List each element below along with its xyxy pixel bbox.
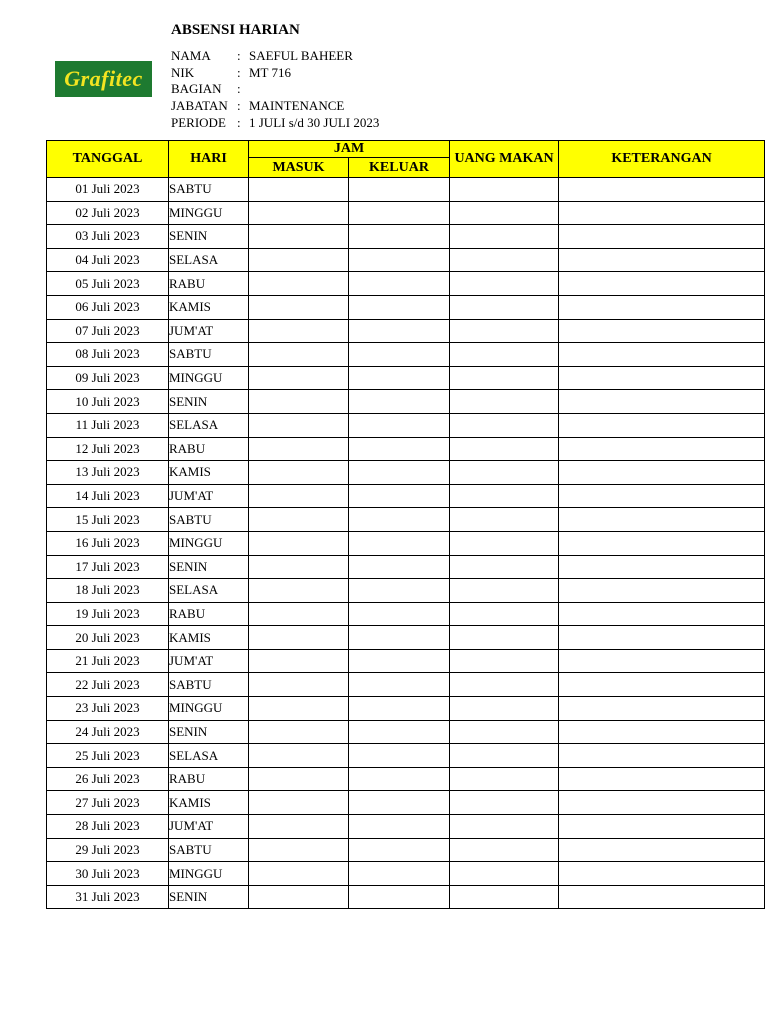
keluar-cell[interactable] xyxy=(349,815,450,839)
table-row xyxy=(47,885,765,909)
keluar-cell[interactable] xyxy=(349,767,450,791)
keluar-cell[interactable] xyxy=(349,720,450,744)
masuk-cell[interactable] xyxy=(249,649,349,673)
keluar-cell[interactable] xyxy=(349,248,450,272)
uang-makan-cell[interactable] xyxy=(450,390,559,414)
info-value: 1 JULI s/d 30 JULI 2023 xyxy=(249,114,380,130)
keluar-cell[interactable] xyxy=(349,343,450,367)
keterangan-cell[interactable] xyxy=(559,248,765,272)
date-cell: 03 Juli 2023 xyxy=(47,225,169,249)
uang-makan-cell[interactable] xyxy=(450,767,559,791)
keluar-cell[interactable] xyxy=(349,319,450,343)
uang-makan-cell[interactable] xyxy=(450,437,559,461)
info-row-nik xyxy=(171,65,379,82)
table-row xyxy=(47,626,765,650)
keluar-cell[interactable] xyxy=(349,649,450,673)
masuk-cell[interactable] xyxy=(249,626,349,650)
uang-makan-cell[interactable] xyxy=(450,413,559,437)
info-row-nama xyxy=(171,48,379,65)
keluar-cell[interactable] xyxy=(349,885,450,909)
info-label: JABATAN xyxy=(171,98,228,114)
keterangan-cell[interactable] xyxy=(559,225,765,249)
keluar-cell[interactable] xyxy=(349,178,450,202)
day-cell: MINGGU xyxy=(169,366,249,390)
uang-makan-cell[interactable] xyxy=(450,602,559,626)
date-cell: 22 Juli 2023 xyxy=(47,673,169,697)
date-cell: 23 Juli 2023 xyxy=(47,697,169,721)
uang-makan-cell[interactable] xyxy=(450,815,559,839)
masuk-cell[interactable] xyxy=(249,531,349,555)
info-label: BAGIAN xyxy=(171,81,222,97)
header-keluar: KELUAR xyxy=(349,158,450,178)
day-cell: SELASA xyxy=(169,248,249,272)
day-cell: KAMIS xyxy=(169,461,249,485)
day-cell: SENIN xyxy=(169,390,249,414)
info-value: MAINTENANCE xyxy=(249,98,345,114)
keterangan-cell[interactable] xyxy=(559,767,765,791)
uang-makan-cell[interactable] xyxy=(450,366,559,390)
day-cell: KAMIS xyxy=(169,791,249,815)
date-cell: 30 Juli 2023 xyxy=(47,862,169,886)
date-cell: 16 Juli 2023 xyxy=(47,531,169,555)
keluar-cell[interactable] xyxy=(349,225,450,249)
info-value: MT 716 xyxy=(249,64,292,80)
uang-makan-cell[interactable] xyxy=(450,744,559,768)
date-cell: 08 Juli 2023 xyxy=(47,343,169,367)
date-cell: 02 Juli 2023 xyxy=(47,201,169,225)
uang-makan-cell[interactable] xyxy=(450,248,559,272)
table-row xyxy=(47,272,765,296)
keterangan-cell[interactable] xyxy=(559,791,765,815)
keluar-cell[interactable] xyxy=(349,744,450,768)
info-label: PERIODE xyxy=(171,114,226,130)
date-cell: 12 Juli 2023 xyxy=(47,437,169,461)
day-cell: SENIN xyxy=(169,225,249,249)
uang-makan-cell[interactable] xyxy=(450,178,559,202)
table-row xyxy=(47,343,765,367)
keterangan-cell[interactable] xyxy=(559,319,765,343)
date-cell: 05 Juli 2023 xyxy=(47,272,169,296)
keluar-cell[interactable] xyxy=(349,673,450,697)
uang-makan-cell[interactable] xyxy=(450,272,559,296)
uang-makan-cell[interactable] xyxy=(450,343,559,367)
day-cell: SENIN xyxy=(169,555,249,579)
date-cell: 13 Juli 2023 xyxy=(47,461,169,485)
keterangan-cell[interactable] xyxy=(559,272,765,296)
keluar-cell[interactable] xyxy=(349,295,450,319)
table-row xyxy=(47,602,765,626)
date-cell: 01 Juli 2023 xyxy=(47,178,169,202)
table-row xyxy=(47,319,765,343)
uang-makan-cell[interactable] xyxy=(450,862,559,886)
attendance-rows xyxy=(47,178,765,909)
date-cell: 31 Juli 2023 xyxy=(47,885,169,909)
keluar-cell[interactable] xyxy=(349,697,450,721)
date-cell: 11 Juli 2023 xyxy=(47,413,169,437)
keterangan-cell[interactable] xyxy=(559,579,765,603)
table-row xyxy=(47,791,765,815)
date-cell: 14 Juli 2023 xyxy=(47,484,169,508)
table-row xyxy=(47,862,765,886)
masuk-cell[interactable] xyxy=(249,838,349,862)
keluar-cell[interactable] xyxy=(349,272,450,296)
masuk-cell[interactable] xyxy=(249,201,349,225)
keterangan-cell[interactable] xyxy=(559,626,765,650)
day-cell: SELASA xyxy=(169,579,249,603)
table-row xyxy=(47,673,765,697)
uang-makan-cell[interactable] xyxy=(450,531,559,555)
day-cell: MINGGU xyxy=(169,862,249,886)
masuk-cell[interactable] xyxy=(249,437,349,461)
date-cell: 19 Juli 2023 xyxy=(47,602,169,626)
table-row xyxy=(47,461,765,485)
uang-makan-cell[interactable] xyxy=(450,295,559,319)
uang-makan-cell[interactable] xyxy=(450,579,559,603)
header-tanggal: TANGGAL xyxy=(47,141,169,178)
masuk-cell[interactable] xyxy=(249,673,349,697)
uang-makan-cell[interactable] xyxy=(450,673,559,697)
table-row xyxy=(47,484,765,508)
date-cell: 24 Juli 2023 xyxy=(47,720,169,744)
header-masuk: MASUK xyxy=(249,158,349,178)
attendance-table xyxy=(46,140,765,909)
masuk-cell[interactable] xyxy=(249,862,349,886)
date-cell: 20 Juli 2023 xyxy=(47,626,169,650)
keterangan-cell[interactable] xyxy=(559,885,765,909)
table-row xyxy=(47,508,765,532)
header-hari: HARI xyxy=(169,141,249,178)
employee-info xyxy=(171,48,379,131)
uang-makan-cell[interactable] xyxy=(450,626,559,650)
masuk-cell[interactable] xyxy=(249,602,349,626)
date-cell: 07 Juli 2023 xyxy=(47,319,169,343)
keterangan-cell[interactable] xyxy=(559,413,765,437)
table-row xyxy=(47,579,765,603)
day-cell: MINGGU xyxy=(169,531,249,555)
masuk-cell[interactable] xyxy=(249,343,349,367)
keterangan-cell[interactable] xyxy=(559,862,765,886)
info-row-jabatan xyxy=(171,98,379,115)
keterangan-cell[interactable] xyxy=(559,366,765,390)
keterangan-cell[interactable] xyxy=(559,178,765,202)
keluar-cell[interactable] xyxy=(349,838,450,862)
day-cell: JUM'AT xyxy=(169,649,249,673)
info-row-periode xyxy=(171,115,379,132)
masuk-cell[interactable] xyxy=(249,461,349,485)
header-jam: JAM xyxy=(249,141,450,158)
table-row xyxy=(47,767,765,791)
table-row xyxy=(47,649,765,673)
keterangan-cell[interactable] xyxy=(559,720,765,744)
keterangan-cell[interactable] xyxy=(559,295,765,319)
uang-makan-cell[interactable] xyxy=(450,461,559,485)
uang-makan-cell[interactable] xyxy=(450,838,559,862)
header-uang-makan: UANG MAKAN xyxy=(450,141,559,178)
keterangan-cell[interactable] xyxy=(559,697,765,721)
masuk-cell[interactable] xyxy=(249,508,349,532)
masuk-cell[interactable] xyxy=(249,248,349,272)
keluar-cell[interactable] xyxy=(349,366,450,390)
masuk-cell[interactable] xyxy=(249,366,349,390)
uang-makan-cell[interactable] xyxy=(450,319,559,343)
date-cell: 21 Juli 2023 xyxy=(47,649,169,673)
keterangan-cell[interactable] xyxy=(559,744,765,768)
info-label: NIK xyxy=(171,64,195,80)
keluar-cell[interactable] xyxy=(349,201,450,225)
keterangan-cell[interactable] xyxy=(559,484,765,508)
masuk-cell[interactable] xyxy=(249,272,349,296)
uang-makan-cell[interactable] xyxy=(450,649,559,673)
uang-makan-cell[interactable] xyxy=(450,791,559,815)
uang-makan-cell[interactable] xyxy=(450,484,559,508)
masuk-cell[interactable] xyxy=(249,720,349,744)
table-row xyxy=(47,697,765,721)
masuk-cell[interactable] xyxy=(249,178,349,202)
date-cell: 09 Juli 2023 xyxy=(47,366,169,390)
masuk-cell[interactable] xyxy=(249,815,349,839)
table-row xyxy=(47,366,765,390)
uang-makan-cell[interactable] xyxy=(450,201,559,225)
date-cell: 10 Juli 2023 xyxy=(47,390,169,414)
table-row xyxy=(47,744,765,768)
masuk-cell[interactable] xyxy=(249,484,349,508)
date-cell: 26 Juli 2023 xyxy=(47,767,169,791)
date-cell: 29 Juli 2023 xyxy=(47,838,169,862)
masuk-cell[interactable] xyxy=(249,319,349,343)
info-separator: : xyxy=(237,64,241,80)
keterangan-cell[interactable] xyxy=(559,390,765,414)
day-cell: JUM'AT xyxy=(169,815,249,839)
day-cell: JUM'AT xyxy=(169,484,249,508)
table-row xyxy=(47,295,765,319)
keluar-cell[interactable] xyxy=(349,579,450,603)
date-cell: 27 Juli 2023 xyxy=(47,791,169,815)
date-cell: 18 Juli 2023 xyxy=(47,579,169,603)
logo-text: Grafitec xyxy=(64,66,143,91)
day-cell: SELASA xyxy=(169,744,249,768)
day-cell: SABTU xyxy=(169,838,249,862)
table-row xyxy=(47,390,765,414)
keterangan-cell[interactable] xyxy=(559,437,765,461)
day-cell: MINGGU xyxy=(169,201,249,225)
info-label: NAMA xyxy=(171,48,211,63)
masuk-cell[interactable] xyxy=(249,744,349,768)
keluar-cell[interactable] xyxy=(349,413,450,437)
table-row xyxy=(47,838,765,862)
info-row-bagian xyxy=(171,81,379,98)
keluar-cell[interactable] xyxy=(349,508,450,532)
keluar-cell[interactable] xyxy=(349,862,450,886)
page-title: ABSENSI HARIAN xyxy=(171,22,300,38)
keluar-cell[interactable] xyxy=(349,437,450,461)
date-cell: 28 Juli 2023 xyxy=(47,815,169,839)
day-cell: SENIN xyxy=(169,885,249,909)
table-row xyxy=(47,413,765,437)
day-cell: RABU xyxy=(169,767,249,791)
date-cell: 25 Juli 2023 xyxy=(47,744,169,768)
keluar-cell[interactable] xyxy=(349,626,450,650)
table-row xyxy=(47,555,765,579)
grafitec-logo xyxy=(55,61,152,97)
day-cell: RABU xyxy=(169,602,249,626)
uang-makan-cell[interactable] xyxy=(450,720,559,744)
date-cell: 15 Juli 2023 xyxy=(47,508,169,532)
keluar-cell[interactable] xyxy=(349,390,450,414)
info-value: SAEFUL BAHEER xyxy=(249,48,353,63)
table-row xyxy=(47,531,765,555)
table-row xyxy=(47,201,765,225)
keterangan-cell[interactable] xyxy=(559,815,765,839)
keluar-cell[interactable] xyxy=(349,555,450,579)
keterangan-cell[interactable] xyxy=(559,673,765,697)
keterangan-cell[interactable] xyxy=(559,602,765,626)
keterangan-cell[interactable] xyxy=(559,649,765,673)
table-row xyxy=(47,720,765,744)
uang-makan-cell[interactable] xyxy=(450,225,559,249)
header-keterangan: KETERANGAN xyxy=(559,141,765,178)
masuk-cell[interactable] xyxy=(249,390,349,414)
keluar-cell[interactable] xyxy=(349,531,450,555)
keterangan-cell[interactable] xyxy=(559,838,765,862)
uang-makan-cell[interactable] xyxy=(450,508,559,532)
keluar-cell[interactable] xyxy=(349,791,450,815)
uang-makan-cell[interactable] xyxy=(450,555,559,579)
date-cell: 04 Juli 2023 xyxy=(47,248,169,272)
keterangan-cell[interactable] xyxy=(559,508,765,532)
masuk-cell[interactable] xyxy=(249,413,349,437)
masuk-cell[interactable] xyxy=(249,225,349,249)
day-cell: RABU xyxy=(169,272,249,296)
day-cell: KAMIS xyxy=(169,626,249,650)
info-separator: : xyxy=(237,114,241,130)
info-separator: : xyxy=(237,81,241,97)
day-cell: KAMIS xyxy=(169,295,249,319)
keluar-cell[interactable] xyxy=(349,484,450,508)
day-cell: SELASA xyxy=(169,413,249,437)
day-cell: SABTU xyxy=(169,673,249,697)
day-cell: SABTU xyxy=(169,508,249,532)
keterangan-cell[interactable] xyxy=(559,461,765,485)
masuk-cell[interactable] xyxy=(249,767,349,791)
table-row xyxy=(47,815,765,839)
day-cell: SENIN xyxy=(169,720,249,744)
date-cell: 06 Juli 2023 xyxy=(47,295,169,319)
uang-makan-cell[interactable] xyxy=(450,697,559,721)
day-cell: RABU xyxy=(169,437,249,461)
day-cell: MINGGU xyxy=(169,697,249,721)
masuk-cell[interactable] xyxy=(249,885,349,909)
table-row xyxy=(47,437,765,461)
masuk-cell[interactable] xyxy=(249,697,349,721)
keluar-cell[interactable] xyxy=(349,602,450,626)
uang-makan-cell[interactable] xyxy=(450,885,559,909)
keterangan-cell[interactable] xyxy=(559,343,765,367)
masuk-cell[interactable] xyxy=(249,295,349,319)
table-row xyxy=(47,178,765,202)
info-separator: : xyxy=(237,98,241,114)
masuk-cell[interactable] xyxy=(249,579,349,603)
masuk-cell[interactable] xyxy=(249,791,349,815)
table-row xyxy=(47,248,765,272)
keterangan-cell[interactable] xyxy=(559,531,765,555)
keterangan-cell[interactable] xyxy=(559,201,765,225)
info-separator: : xyxy=(237,48,241,63)
day-cell: SABTU xyxy=(169,343,249,367)
masuk-cell[interactable] xyxy=(249,555,349,579)
keterangan-cell[interactable] xyxy=(559,555,765,579)
date-cell: 17 Juli 2023 xyxy=(47,555,169,579)
day-cell: SABTU xyxy=(169,178,249,202)
day-cell: JUM'AT xyxy=(169,319,249,343)
table-row xyxy=(47,225,765,249)
keluar-cell[interactable] xyxy=(349,461,450,485)
